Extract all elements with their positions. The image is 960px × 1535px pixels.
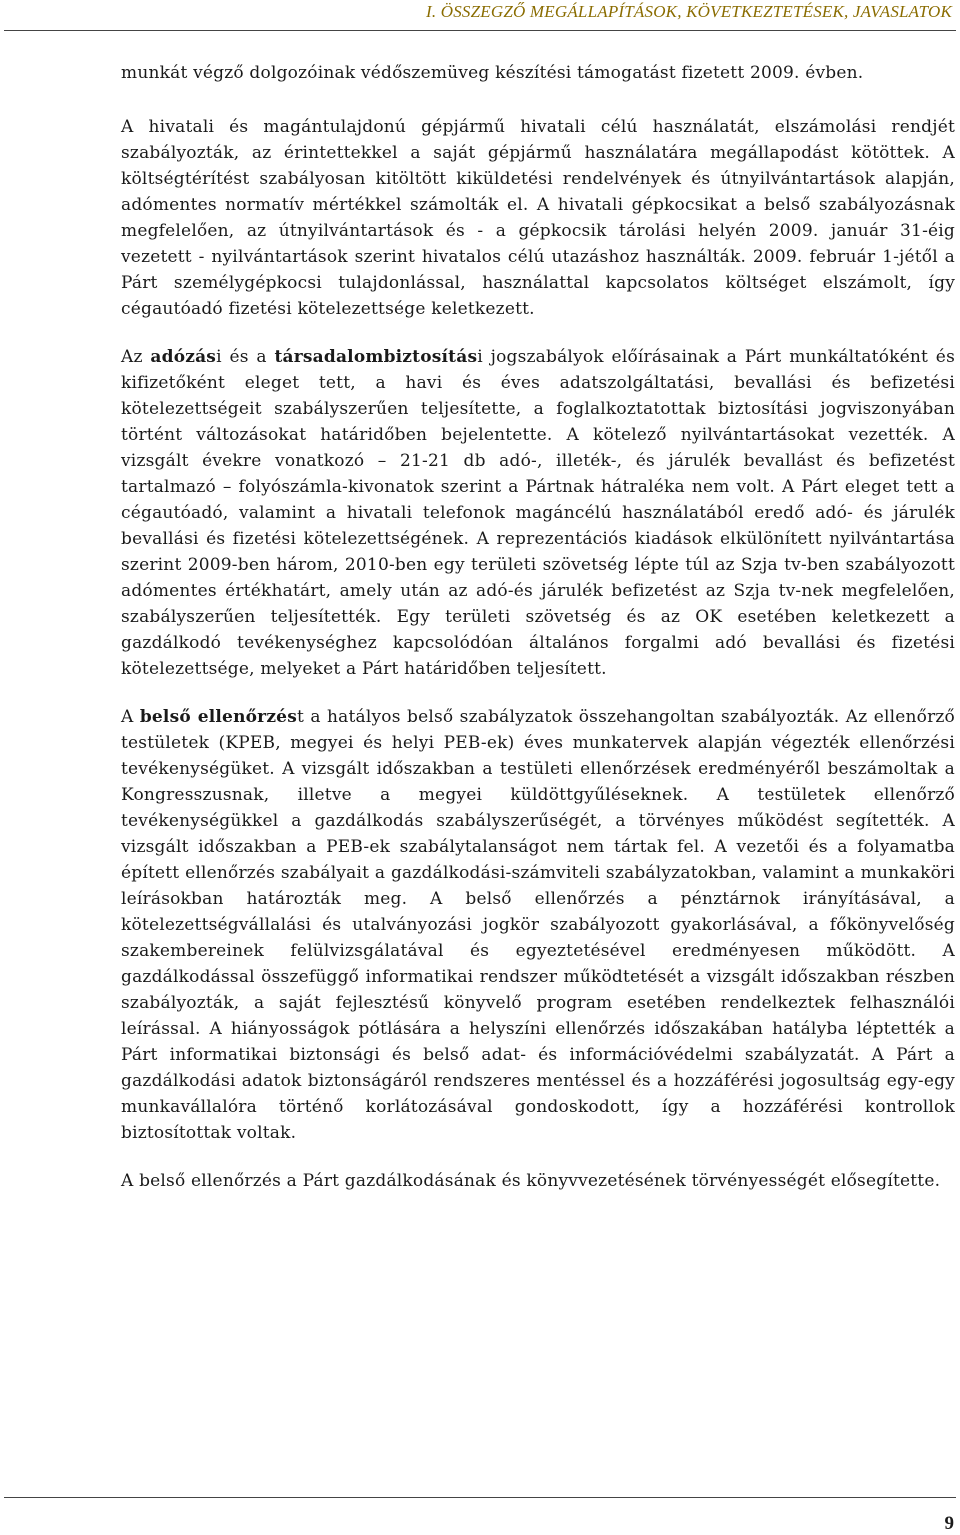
paragraph-4-text: t a hatályos belső szabályzatok összehangoltan szabályozták. Az ellenőrző testületek (KPEB, megyei és helyi PEB-ek) éves munkatervek alapján végezték ellenőrzési tevékenységüket. A vizsgált időszakban a testületi ellenőrzések eredményéről beszámoltak a Kongresszusnak, illetve a megyei küldöttgyűléseknek. A testületek ellenőrző tevékenységükkel a gazdálkodás szabályszerűségét, a törvényes működést segítették. A vizsgált időszakban a PEB-ek szabálytalanságot nem tártak fel. A vezetői és a folyamatba épített ellenőrzés szabályait a gazdálkodási-számviteli szabályzatokban, valamint a munkaköri leírásokban határozták meg. A belső ellenőrzés a pénztárnok irányításával, a kötelezettségvállalási és utalványozási jogkör szabályozott gyakorlásával, a főkönyvelőség szakembereinek felülvizsgálatával és egyeztetésével eredményesen működött. A gazdálkodással összefüggő informatikai rendszer működtetését a vizsgált időszakban részben szabályozták, a saját fejlesztésű könyvelő program esetében rendelkeztek felhasználói leírással. A hiányosságok pótlására a helyszíni ellenőrzés időszakában hatályba léptették a Párt informatikai biztonsági és belső adat- és információvédelmi szabályzatát. A Párt a gazdálkodási adatok biztonságáról rendszeres mentéssel és a hozzáférési jogosultság egy-egy munkavállalóra történő korlátozásával gondoskodott, így a hozzáférési kontrollok biztosítottak voltak.	[121, 707, 955, 1143]
paragraph-3-text: i jogszabályok előírásainak a Párt munkáltatóként és kifizetőként eleget tett, a havi és éves adatszolgáltatási, bevallási és befizetési kötelezettségeit szabályszerűen teljesítette, a foglalkoztatottak biztosítási jogviszonyában történt változásokat határidőben bejelentette. A kötelező nyilvántartásokat vezették. A vizsgált évekre vonatkozó – 21-21 db adó-, illeték-, és járulék bevallást és befizetést tartalmazó – folyószámla-kivonatok szerint a Pártnak hátraléka nem volt. A Párt eleget tett a cégautóadó, valamint a hivatali telefonok magáncélú használatából eredő adó- és járulék bevallási és fizetési kötelezettségének. A reprezentációs kiadások elkülönített nyilvántartása szerint 2009-ben három, 2010-ben egy területi szövetség lépte túl az Szja tv-ben szabályozott adómentes értékhatárt, amely után az adó-és járulék befizetést az Szja tv-nek megfelelően, szabályszerűen teljesítették. Egy területi szövetség és az OK esetében keletkezett a gazdálkodó tevékenységhez kapcsolódóan általános forgalmi adó bevallási és fizetési kötelezettsége, melyeket a Párt határidőben teljesített.	[121, 347, 955, 679]
footer-rule	[4, 1497, 956, 1498]
paragraph-4	[121, 704, 955, 1146]
keyword-belso-ellenorzes: belső ellenőrzés	[139, 707, 297, 727]
running-title: I. ÖSSZEGZŐ MEGÁLLAPÍTÁSOK, KÖVETKEZTETÉSEK, JAVASLATOK	[425, 2, 952, 21]
paragraph-1: munkát végző dolgozóinak védőszemüveg készítési támogatást fizetett 2009. évben.	[121, 63, 864, 83]
paragraph-3-text: i és a	[216, 347, 275, 367]
page-number: 9	[944, 1513, 954, 1534]
paragraph-4-text: A	[121, 707, 140, 727]
paragraph-3-text: Az	[121, 347, 151, 367]
paragraph-5: A belső ellenőrzés a Párt gazdálkodásának és könyvvezetésének törvényességét elősegítette.	[121, 1171, 941, 1191]
keyword-adozas: adózás	[150, 347, 217, 367]
document-body	[121, 60, 955, 1216]
paragraph-2: A hivatali és magántulajdonú gépjármű hivatali célú használatát, elszámolási rendjét szabályozták, az érintettekkel a saját gépjármű használatára megállapodást kötöttek. A költségtérítést szabályosan kitöltött kiküldetési rendelvények és útnyilvántartások alapján, adómentes normatív mértékkel számolták el. A hivatali gépkocsikat a belső szabályozásnak megfelelően, az útnyilvántartások és - a gépkocsik tárolási helyén 2009. január 31-éig vezetett - nyilvántartások szerint hivatalos célú utazáshoz használták. 2009. február 1-jétől a Párt személygépkocsi tulajdonlással, használattal kapcsolatos költséget elszámolt, így cégautóadó fizetési kötelezettsége keletkezett.	[121, 117, 955, 319]
header-rule	[4, 30, 956, 31]
page-header	[0, 0, 960, 40]
paragraph-3	[121, 344, 955, 682]
keyword-tarsadalombiztositas: társadalombiztosítás	[274, 347, 478, 367]
